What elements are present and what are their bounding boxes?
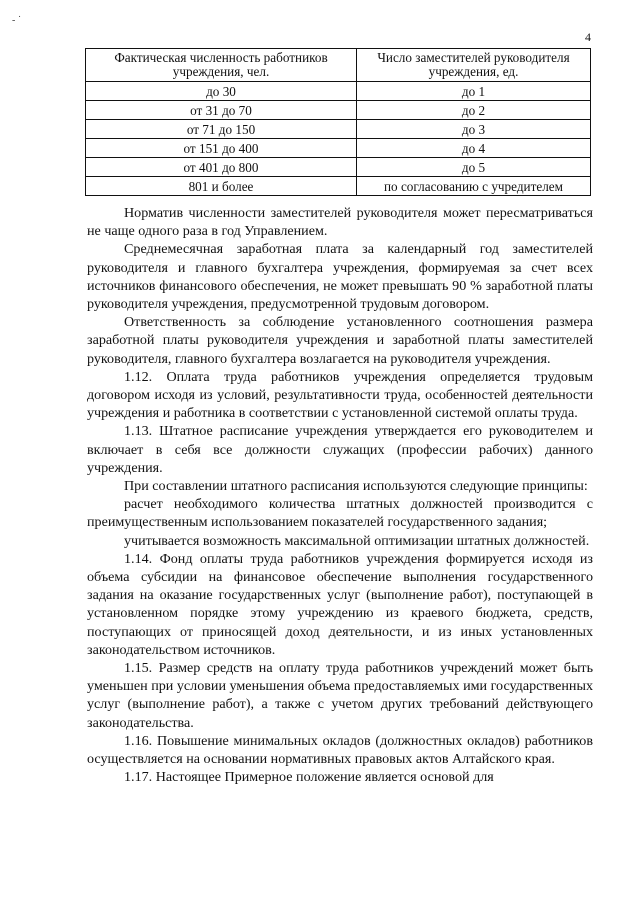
header-deputy-count: Число заместителей руководителя учреждения, ед. [357, 49, 591, 82]
cell-staff-range: 801 и более [86, 177, 357, 196]
scan-artifact: ‐ ˙ [12, 15, 22, 26]
paragraph-1-12: 1.12. Оплата труда работников учреждения определяется трудовым договором исходя из условий, результативности труда, особенностей деятельности учреждения и работника в соответствии с установленной системой оплаты труда. [87, 368, 593, 422]
body-text [87, 204, 593, 787]
paragraph-1-15: 1.15. Размер средств на оплату труда работников учреждений может быть уменьшен при условии уменьшения объема предоставляемых ими государственных услуг (выполнение работ), а также с учетом других требований действующего законодательства. [87, 660, 593, 731]
paragraph-1-13: 1.13. Штатное расписание учреждения утверждается его руководителем и включает в себя все должности служащих (профессии рабочих) данного учреждения. [87, 423, 593, 476]
cell-staff-range: от 151 до 400 [86, 139, 357, 158]
paragraph-1-17: 1.17. Настоящее Примерное положение является основой для [124, 769, 494, 786]
cell-deputy-limit: до 4 [357, 139, 591, 158]
paragraph-principle-optimization: учитывается возможность максимальной оптимизации штатных должностей. [124, 532, 590, 549]
paragraph-deputy-norm-review: Норматив численности заместителей руководителя может пересматриваться не чаще одного раза в год Управлением. [87, 205, 593, 240]
cell-deputy-limit: до 2 [357, 101, 591, 120]
table-row [86, 101, 591, 120]
table-row [86, 177, 591, 196]
page-number: 4 [585, 30, 591, 44]
paragraph-principles-intro: При составлении штатного расписания используются следующие принципы: [124, 478, 588, 495]
cell-deputy-limit: до 3 [357, 120, 591, 139]
cell-deputy-limit: по согласованию с учредителем [357, 177, 591, 196]
paragraph-1-14: 1.14. Фонд оплаты труда работников учреждения формируется исходя из объема субсидии на финансовое обеспечение выполнения государственного задания на оказание государственных услуг (выполнение работ), поступающей в установленном порядке этому учреждению из краевого бюджета, средств, поступающих от приносящей доход деятельности, и из иных установленных законодательством источников. [87, 550, 593, 658]
header-staff-count: Фактическая численность работников учреждения, чел. [86, 49, 357, 82]
table-row [86, 120, 591, 139]
cell-staff-range: от 31 до 70 [86, 101, 357, 120]
table-header-row [86, 49, 591, 82]
cell-staff-range: от 71 до 150 [86, 120, 357, 139]
paragraph-principle-calculation: расчет необходимого количества штатных должностей производится с преимущественным использованием показателей государственного задания; [87, 496, 593, 531]
table-row [86, 139, 591, 158]
cell-deputy-limit: до 5 [357, 158, 591, 177]
cell-deputy-limit: до 1 [357, 82, 591, 101]
deputy-norms-table [85, 48, 591, 196]
paragraph-average-salary: Среднемесячная заработная плата за календарный год заместителей руководителя и главного бухгалтера учреждения, формируемая за счет всех источников финансового обеспечения, не может превышать 90 % заработной платы руководителя учреждения, предусмотренной трудовым договором. [87, 241, 593, 313]
paragraph-1-16: 1.16. Повышение минимальных окладов (должностных окладов) работников осуществляется на основании нормативных правовых актов Алтайского края. [87, 732, 593, 768]
paragraph-responsibility: Ответственность за соблюдение установленного соотношения размера заработной платы руководителя учреждения и заработной платы заместителей руководителя, главного бухгалтера возлагается на руководителя учреждения. [87, 314, 593, 367]
table-row [86, 158, 591, 177]
cell-staff-range: до 30 [86, 82, 357, 101]
table-row [86, 82, 591, 101]
cell-staff-range: от 401 до 800 [86, 158, 357, 177]
